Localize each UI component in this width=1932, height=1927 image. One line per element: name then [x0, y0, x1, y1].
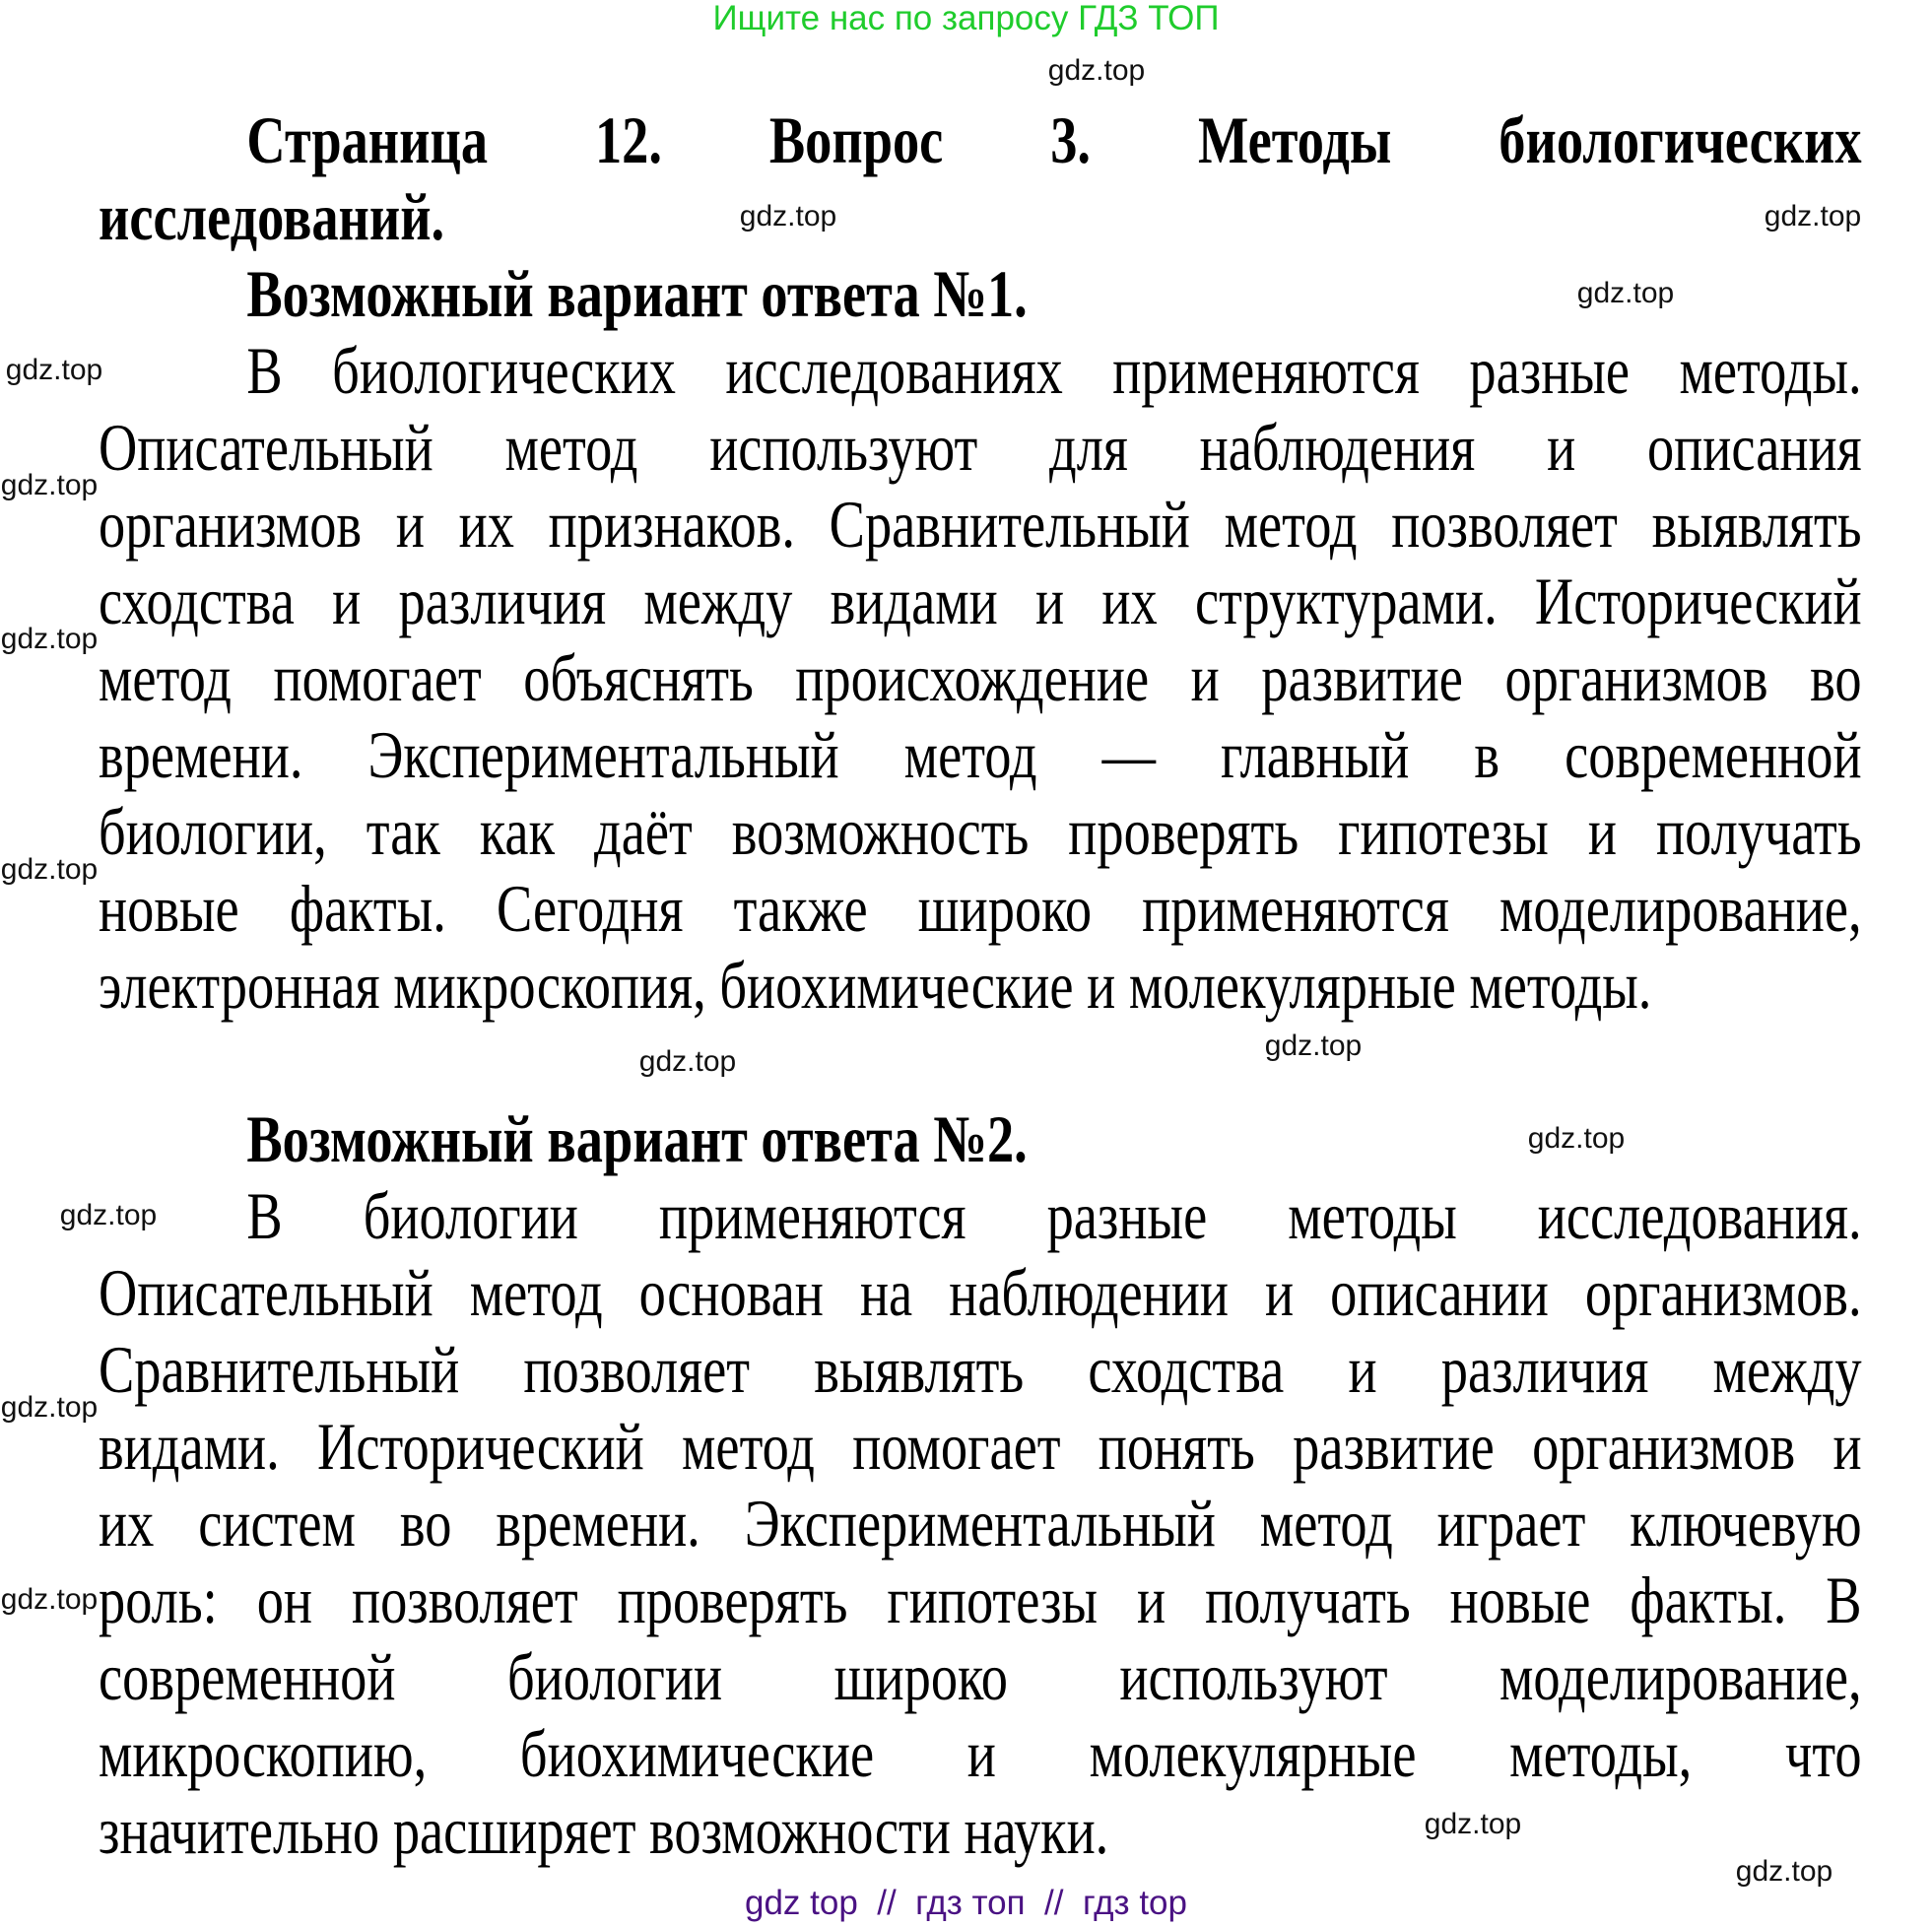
watermark: gdz.top	[5, 354, 103, 386]
answer-line: микроскопию, биохимические и молекулярные методы, что	[99, 1716, 1862, 1791]
answer-line: биологии, так как даёт возможность проверять гипотезы и получать	[99, 794, 1862, 869]
answer-heading: Возможный вариант ответа №2.	[246, 1101, 1028, 1176]
watermark: gdz.top	[1527, 1122, 1626, 1155]
watermark: gdz.top	[1424, 1808, 1522, 1840]
answer-line: новые факты. Сегодня также широко применяются моделирование,	[99, 871, 1862, 946]
answer-line: значительно расширяет возможности науки.	[99, 1793, 1109, 1868]
watermark: gdz.top	[739, 200, 837, 233]
watermark: gdz.top	[1047, 54, 1146, 87]
watermark: gdz.top	[1735, 1855, 1833, 1888]
watermark: gdz.top	[1764, 200, 1862, 233]
spacer	[99, 1024, 1862, 1100]
footer-links[interactable]: gdz top // гдз топ // гдз top	[745, 1884, 1187, 1922]
page-title-line: исследований.	[99, 179, 445, 254]
answer-line: Описательный метод основан на наблюдении и описании организмов.	[99, 1255, 1862, 1330]
answer-line: видами. Исторический метод помогает понять развитие организмов и	[99, 1409, 1862, 1484]
watermark: gdz.top	[0, 469, 99, 501]
answer-line: сходства и различия между видами и их структурами. Исторический	[99, 564, 1862, 638]
answer-line: Сравнительный позволяет выявлять сходства и различия между	[99, 1332, 1862, 1407]
document-body	[99, 101, 1862, 1869]
watermark: gdz.top	[0, 1391, 99, 1424]
page-title-line: Страница 12. Вопрос 3. Методы биологических	[246, 102, 1862, 177]
watermark: gdz.top	[0, 853, 99, 886]
answer-line: В биологических исследованиях применяются разные методы.	[246, 333, 1862, 408]
answer-line: В биологии применяются разные методы исследования.	[246, 1178, 1862, 1253]
answer-line: современной биологии широко используют моделирование,	[99, 1639, 1862, 1714]
answer-line: организмов и их признаков. Сравнительный метод позволяет выявлять	[99, 487, 1862, 562]
watermark: gdz.top	[59, 1199, 158, 1231]
watermark: gdz.top	[0, 1583, 99, 1616]
search-banner: Ищите нас по запросу ГДЗ ТОП	[712, 0, 1220, 37]
answer-line: их систем во времени. Экспериментальный метод играет ключевую	[99, 1486, 1862, 1561]
watermark: gdz.top	[1576, 277, 1675, 309]
watermark: gdz.top	[638, 1045, 737, 1078]
answer-line: метод помогает объяснять происхождение и развитие организмов во	[99, 640, 1862, 715]
answer-line: электронная микроскопия, биохимические и молекулярные методы.	[99, 948, 1652, 1023]
answer-line: времени. Экспериментальный метод — главный в современной	[99, 717, 1862, 792]
watermark: gdz.top	[1264, 1030, 1363, 1062]
answer-line: роль: он позволяет проверять гипотезы и получать новые факты. В	[99, 1562, 1862, 1637]
watermark: gdz.top	[0, 623, 99, 655]
answer-heading: Возможный вариант ответа №1.	[246, 256, 1028, 331]
answer-line: Описательный метод используют для наблюдения и описания	[99, 410, 1862, 485]
